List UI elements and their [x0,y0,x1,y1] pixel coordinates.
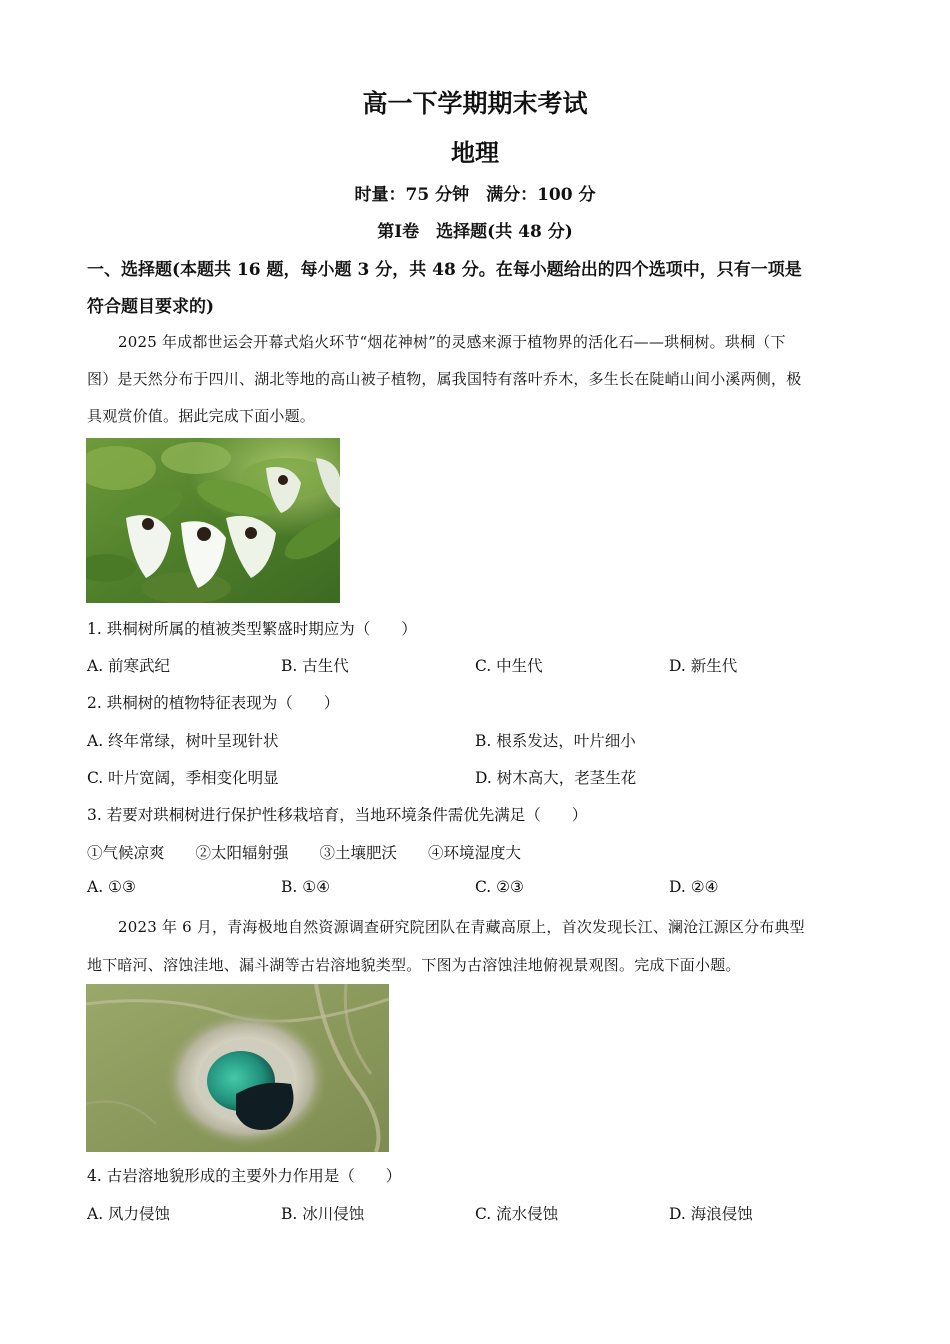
section-title: 第Ⅰ卷 选择题(共 48 分) [377,222,573,242]
passage1-line-2: 图）是天然分布于四川、湖北等地的高山被子植物，属我国特有落叶乔木，多生长在陡峭山间小溪两侧，极 [87,370,802,388]
passage1-line-1: 2025 年成都世运会开幕式焰火环节“烟花神树”的灵感来源于植物界的活化石——珙桐树。珙桐（下 [118,333,786,351]
q4-stem: 4. 古岩溶地貌形成的主要外力作用是（ ） [87,1167,402,1185]
q1-option-b[interactable]: B. 古生代 [281,657,349,675]
q4-option-d[interactable]: D. 海浪侵蚀 [669,1205,753,1223]
q2-option-c[interactable]: C. 叶片宽阔，季相变化明显 [87,769,279,787]
dove-tree-photo [86,438,340,603]
q3-stem: 3. 若要对珙桐树进行保护性移栽培育，当地环境条件需优先满足（ ） [87,806,588,824]
instruction-line-1: 一、选择题(本题共 16 题，每小题 3 分，共 48 分。在每小题给出的四个选项中，只有一项是 [87,260,802,280]
exam-title: 高一下学期期末考试 [362,89,588,118]
q2-stem: 2. 珙桐树的植物特征表现为（ ） [87,694,340,712]
instruction-line-2: 符合题目要求的) [87,297,215,317]
q2-option-b[interactable]: B. 根系发达，叶片细小 [475,732,636,750]
q3-option-c[interactable]: C. ②③ [475,878,524,896]
time-score-line: 时量：75 分钟 满分：100 分 [354,185,596,205]
subject-title: 地理 [451,138,499,167]
q4-option-b[interactable]: B. 冰川侵蚀 [281,1205,365,1223]
q2-option-a[interactable]: A. 终年常绿，树叶呈现针状 [87,732,279,750]
karst-depression-photo [86,984,389,1152]
passage2-line-2: 地下暗河、溶蚀洼地、漏斗湖等古岩溶地貌类型。下图为古溶蚀洼地俯视景观图。完成下面小题。 [87,956,741,974]
q1-option-c[interactable]: C. 中生代 [475,657,543,675]
passage2-line-1: 2023 年 6 月，青海极地自然资源调查研究院团队在青藏高原上，首次发现长江、澜沧江源区分布典型 [118,918,805,936]
q1-option-a[interactable]: A. 前寒武纪 [87,657,171,675]
q4-option-a[interactable]: A. 风力侵蚀 [87,1205,171,1223]
q3-option-b[interactable]: B. ①④ [281,878,331,896]
q1-option-d[interactable]: D. 新生代 [669,657,738,675]
q1-stem: 1. 珙桐树所属的植被类型繁盛时期应为（ ） [87,620,417,638]
q3-option-d[interactable]: D. ②④ [669,878,719,896]
q2-option-d[interactable]: D. 树木高大，老茎生花 [475,769,637,787]
q3-option-a[interactable]: A. ①③ [87,878,136,896]
q3-conditions: ①气候凉爽 ②太阳辐射强 ③土壤肥沃 ④环境湿度大 [87,844,522,862]
passage1-line-3: 具观赏价值。据此完成下面小题。 [87,407,316,425]
q4-option-c[interactable]: C. 流水侵蚀 [475,1205,559,1223]
